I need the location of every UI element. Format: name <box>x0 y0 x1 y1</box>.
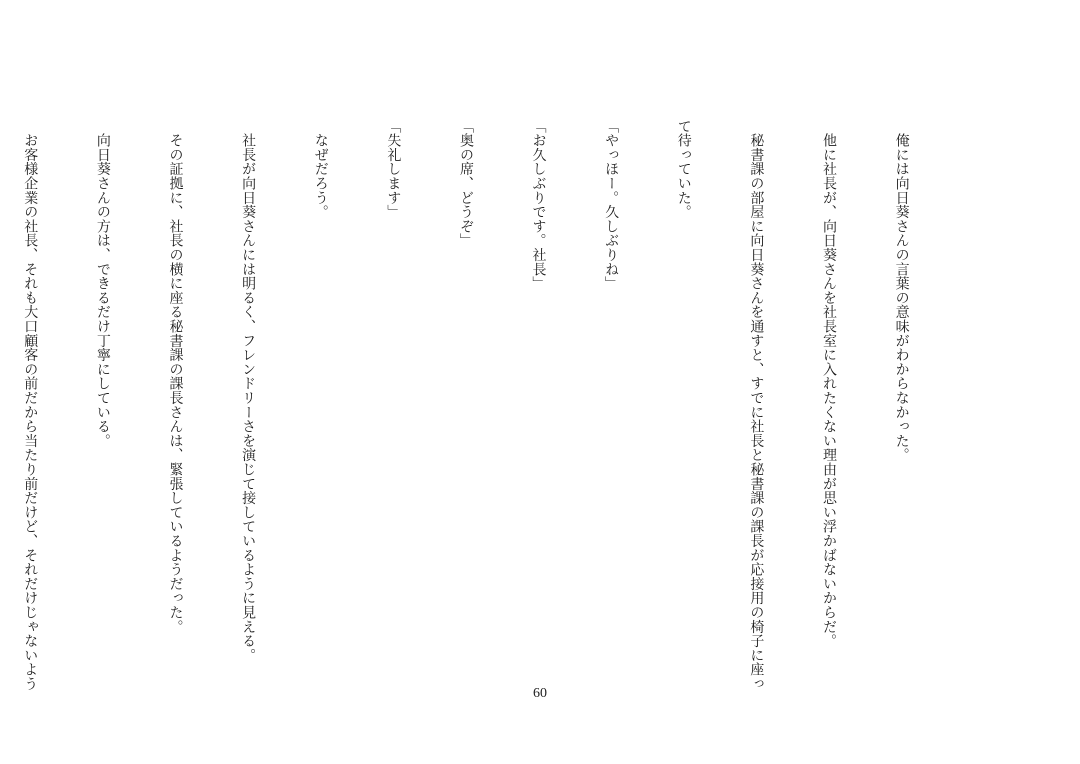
text-line: 「奥の席、どうぞ」 <box>457 119 474 248</box>
page-number: 60 <box>533 686 547 701</box>
text-line: 他に社長が、向日葵さんを社長室に入れたくない理由が思い浮かばないからだ。 <box>820 119 837 649</box>
text-line: て待っていた。 <box>675 119 692 220</box>
text-line: 「失礼します」 <box>385 119 402 220</box>
text-line: 秘書課の部屋に向日葵さんを通すと、すでに社長と秘書課の課長が応接用の椅子に座っ <box>748 119 765 691</box>
text-line: その証拠に、社長の横に座る秘書課の課長さんは、緊張しているようだった。 <box>167 119 184 634</box>
text-line: 「お久しぶりです。社長」 <box>530 119 547 291</box>
text-line: 「やっほー。久しぶりね」 <box>603 119 620 291</box>
vertical-text-body <box>22 119 962 691</box>
text-line: 社長が向日葵さんには明るく、フレンドリーさを演じて接しているように見える。 <box>240 119 257 663</box>
text-line: 向日葵さんの方は、できるだけ丁寧にしている。 <box>94 119 111 448</box>
text-line: お客様企業の社長、それも大口顧客の前だから当たり前だけど、それだけじゃないよう <box>22 119 39 691</box>
text-line: 俺には向日葵さんの言葉の意味がわからなかった。 <box>893 119 910 463</box>
text-line: なぜだろう。 <box>312 119 329 220</box>
